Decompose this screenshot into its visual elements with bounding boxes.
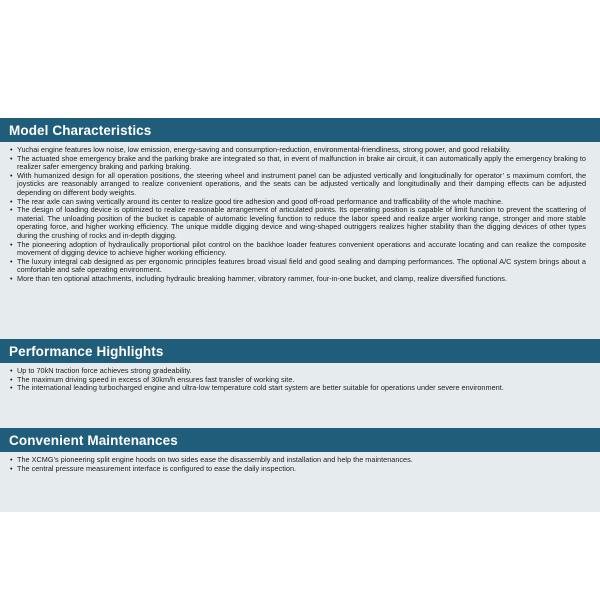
bullet-icon: • <box>10 383 13 393</box>
list-item <box>10 465 586 474</box>
list-item-text: The rear axle can swing vertically around its center to realize good tire adhesion and good off-road performance and trafficability of the whole machine. <box>17 196 504 206</box>
section-model-characteristics <box>0 118 600 346</box>
bullet-icon: • <box>10 196 13 206</box>
list-item <box>10 258 586 275</box>
list-item-text: The design of loading device is optimized to realize reasonable arrangement of articulated points. Its operating position is capable of limit function to prevent the scattering of material. The unloading position of the bucket is capable of automatic leveling function to reduce the labor speed and realize arger working range, stronger and more stable operating force, and higher working efficiency. The unique middle digging device and wing-shaped outriggers realizes higher stability than the digging devices of other types during the crushing of rocks and in-depth digging. <box>17 205 586 240</box>
bullet-icon: • <box>10 239 13 249</box>
list-item-text: The pioneering adoption of hydraulically proportional pilot control on the backhoe loader features convenient operations and accurate locating and can realize the composite movement of digging device to achieve higher working efficiency. <box>17 239 586 258</box>
list-item-text: The international leading turbocharged engine and ultra-low temperature cold start system are better suitable for operations under severe environment. <box>17 383 504 393</box>
list-item-text: The maximum driving speed in excess of 30km/h ensures fast transfer of working site. <box>17 374 295 384</box>
bullet-icon: • <box>10 366 13 375</box>
bullet-list <box>10 456 586 473</box>
bullet-icon: • <box>10 145 13 154</box>
list-item-text: With humanized design for all operation positions, the steering wheel and instrument panel can be adjusted vertically and longitudinally for operator’ s maximum comfort, the joysticks are reasonably arranged to realize convenient operations, and the seats can be adjusted vertically and longitudinally and their damping effects can be adjusted depending on different body weights. <box>17 170 586 197</box>
list-item <box>10 275 586 284</box>
list-item <box>10 172 586 198</box>
section-header <box>0 118 600 142</box>
list-item <box>10 206 586 240</box>
bullet-icon: • <box>10 205 13 215</box>
list-item-text: More than ten optional attachments, including hydraulic breaking hammer, vibratory rammer, four-in-one bucket, and clamp, realize diversified functions. <box>17 273 507 283</box>
bullet-icon: • <box>10 374 13 384</box>
section-body <box>0 452 600 512</box>
list-item <box>10 384 586 393</box>
bullet-icon: • <box>10 273 13 283</box>
section-title: Performance Highlights <box>9 343 164 359</box>
section-title: Convenient Maintenances <box>9 432 178 448</box>
section-performance-highlights <box>0 339 600 437</box>
bullet-icon: • <box>10 256 13 266</box>
bullet-list <box>10 146 586 284</box>
section-header <box>0 339 600 363</box>
section-header <box>0 428 600 452</box>
list-item <box>10 241 586 258</box>
list-item <box>10 155 586 172</box>
section-convenient-maintenances <box>0 428 600 512</box>
bullet-icon: • <box>10 463 13 473</box>
list-item-text: The luxury integral cab designed as per ergonomic principles features broad visual field and good sealing and damping performances. The optional A/C system brings about a comfortable and safe operating environment. <box>17 256 586 275</box>
bullet-icon: • <box>10 153 13 163</box>
list-item-text: Yuchai engine features low noise, low emission, energy-saving and consumption-reduction, environmental-friendliness, strong power, and good reliability. <box>17 145 511 154</box>
bullet-list <box>10 367 586 393</box>
list-item-text: The XCMG’s pioneering split engine hoods on two sides ease the disassembly and installation and help the maintenances. <box>17 455 413 464</box>
list-item-text: Up to 70kN traction force achieves strong gradeability. <box>17 366 192 375</box>
bullet-icon: • <box>10 455 13 464</box>
list-item-text: The central pressure measurement interface is configured to ease the daily inspection. <box>17 463 297 473</box>
bullet-icon: • <box>10 170 13 180</box>
section-body <box>0 363 600 437</box>
list-item-text: The actuated shoe emergency brake and the parking brake are integrated so that, in event of malfunction in brake air circuit, it can automatically apply the emergency braking to realizer safer emergency braking and parking braking. <box>17 153 586 172</box>
section-body <box>0 142 600 346</box>
section-title: Model Characteristics <box>9 122 152 138</box>
